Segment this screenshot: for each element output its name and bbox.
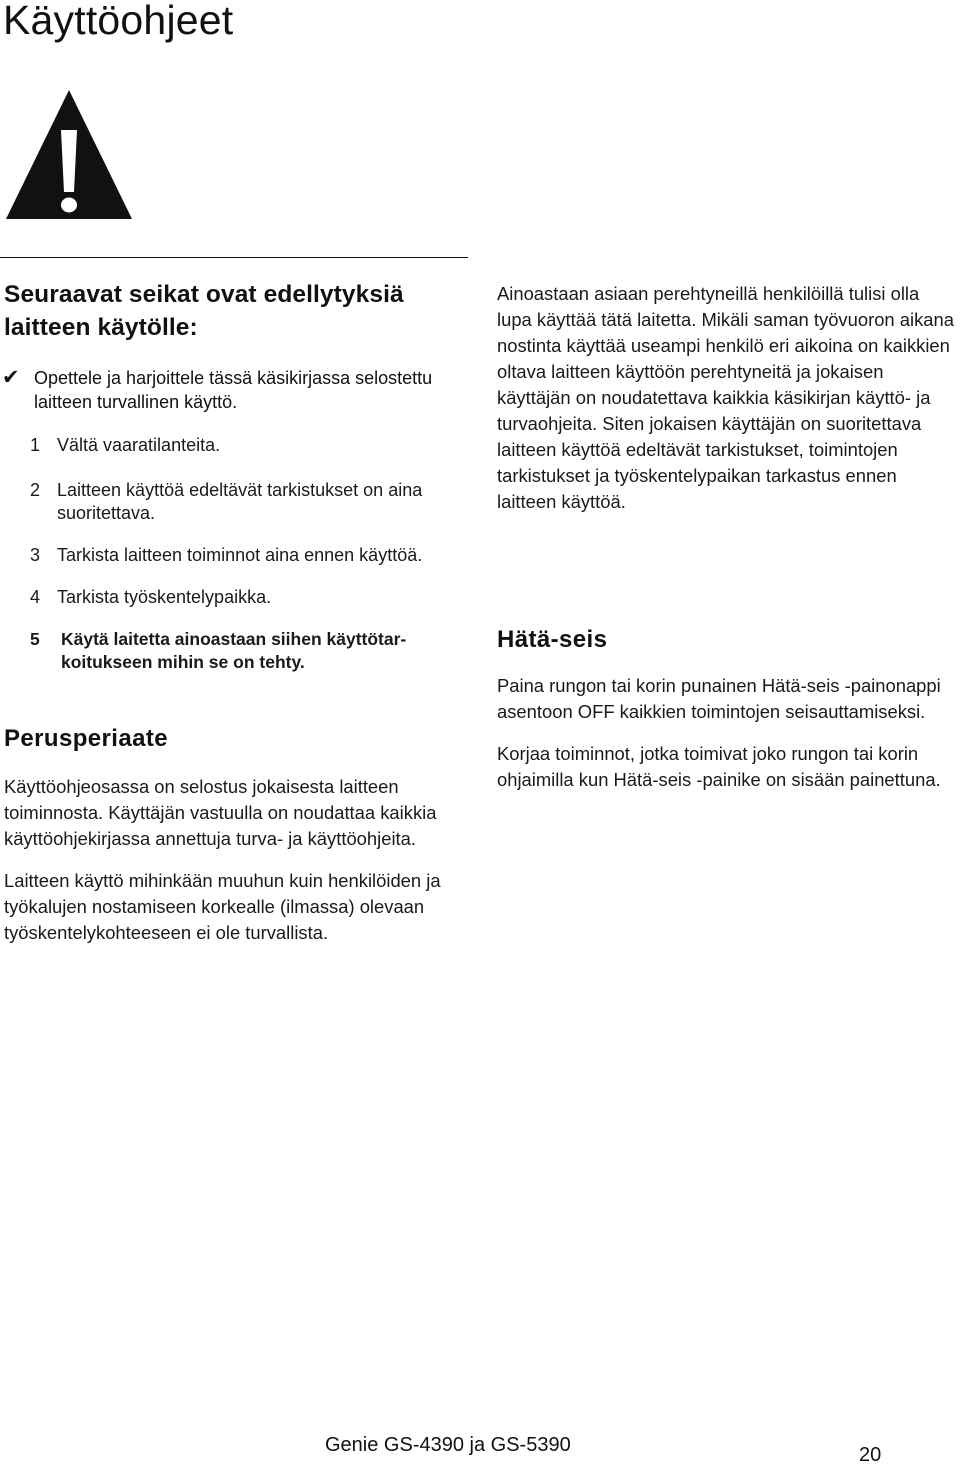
list-item-text: Käytä laitetta ainoastaan siihen käyttötarkoitukseen mihin se on tehty. — [61, 629, 407, 672]
emergency-stop-paragraph-1: Paina rungon tai korin punainen Hätä-seis -painonappi asentoon OFF kaikkien toimintojen seisauttamiseksi. — [497, 675, 941, 722]
emergency-stop-heading: Hätä-seis — [497, 626, 608, 653]
list-item-number: 3 — [30, 545, 41, 565]
section-divider — [0, 257, 468, 258]
emergency-stop-paragraph-2: Korjaa toiminnot, jotka toimivat joko rungon tai korin ohjaimilla kun Hätä-seis -painike on sisään painettuna. — [497, 743, 941, 790]
list-item-number: 1 — [30, 435, 41, 455]
checkmark-icon: ✔ — [2, 366, 20, 389]
list-item — [4, 544, 466, 567]
principle-heading: Perusperiaate — [4, 725, 168, 752]
right-column — [497, 281, 957, 793]
list-item — [4, 434, 466, 457]
check-item-text: Opettele ja harjoittele tässä käsikirjassa selostettu laitteen turvallinen käyttö. — [34, 368, 433, 412]
footer-product-name: Genie GS-4390 ja GS-5390 — [325, 1434, 571, 1456]
page-title: Käyttöohjeet — [3, 0, 234, 43]
list-item — [4, 479, 466, 525]
list-item-number: 2 — [30, 480, 41, 500]
list-item-number: 5 — [30, 629, 40, 649]
list-item-text: Tarkista työskentelypaikka. — [57, 587, 272, 607]
list-item — [4, 586, 466, 609]
requirements-heading: Seuraavat seikat ovat edellytyksiä laitteen käytölle: — [4, 281, 404, 341]
list-item-number: 4 — [30, 587, 41, 607]
principle-paragraph-2: Laitteen käyttö mihinkään muuhun kuin henkilöiden ja työkalujen nostamiseen korkealle (ilmassa) olevaan työskentelykohteeseen ei ole turvallista. — [4, 870, 441, 943]
check-list-item — [4, 366, 466, 414]
list-item — [4, 628, 466, 674]
list-item-text: Tarkista laitteen toiminnot aina ennen käyttöä. — [57, 545, 423, 565]
page-number: 20 — [859, 1444, 882, 1466]
intro-paragraph: Ainoastaan asiaan perehtyneillä henkilöillä tulisi olla lupa käyttää tätä laitetta. Mikäli saman työvuoron aikana nostinta käyttää useampi henkilö eri aikoina on kaikkien oltava laitteen käyttöön perehtyneitä ja jokaisen käyttäjän on noudatettava kaikkia käsikirjan käyttö- ja turvaohjeita. Siten jokaisen käyttäjän on suoritettava laitteen käyttöä edeltävät tarkistukset, toimintojen tarkistukset ja työskentelypaikan tarkastus ennen laitteen käyttöä. — [497, 283, 954, 512]
list-item-text: Vältä vaaratilanteita. — [57, 435, 221, 455]
list-item-text: Laitteen käyttöä edeltävät tarkistukset on aina suoritettava. — [57, 480, 423, 523]
principle-paragraph-1: Käyttöohjeosassa on selostus jokaisesta laitteen toiminnosta. Käyttäjän vastuulla on noudattaa kaikkia käyttöohjekirjassa annettuja turva- ja käyttöohjeita. — [4, 776, 437, 849]
warning-triangle-icon — [4, 88, 134, 220]
left-column — [4, 278, 466, 946]
numbered-list — [4, 434, 466, 674]
